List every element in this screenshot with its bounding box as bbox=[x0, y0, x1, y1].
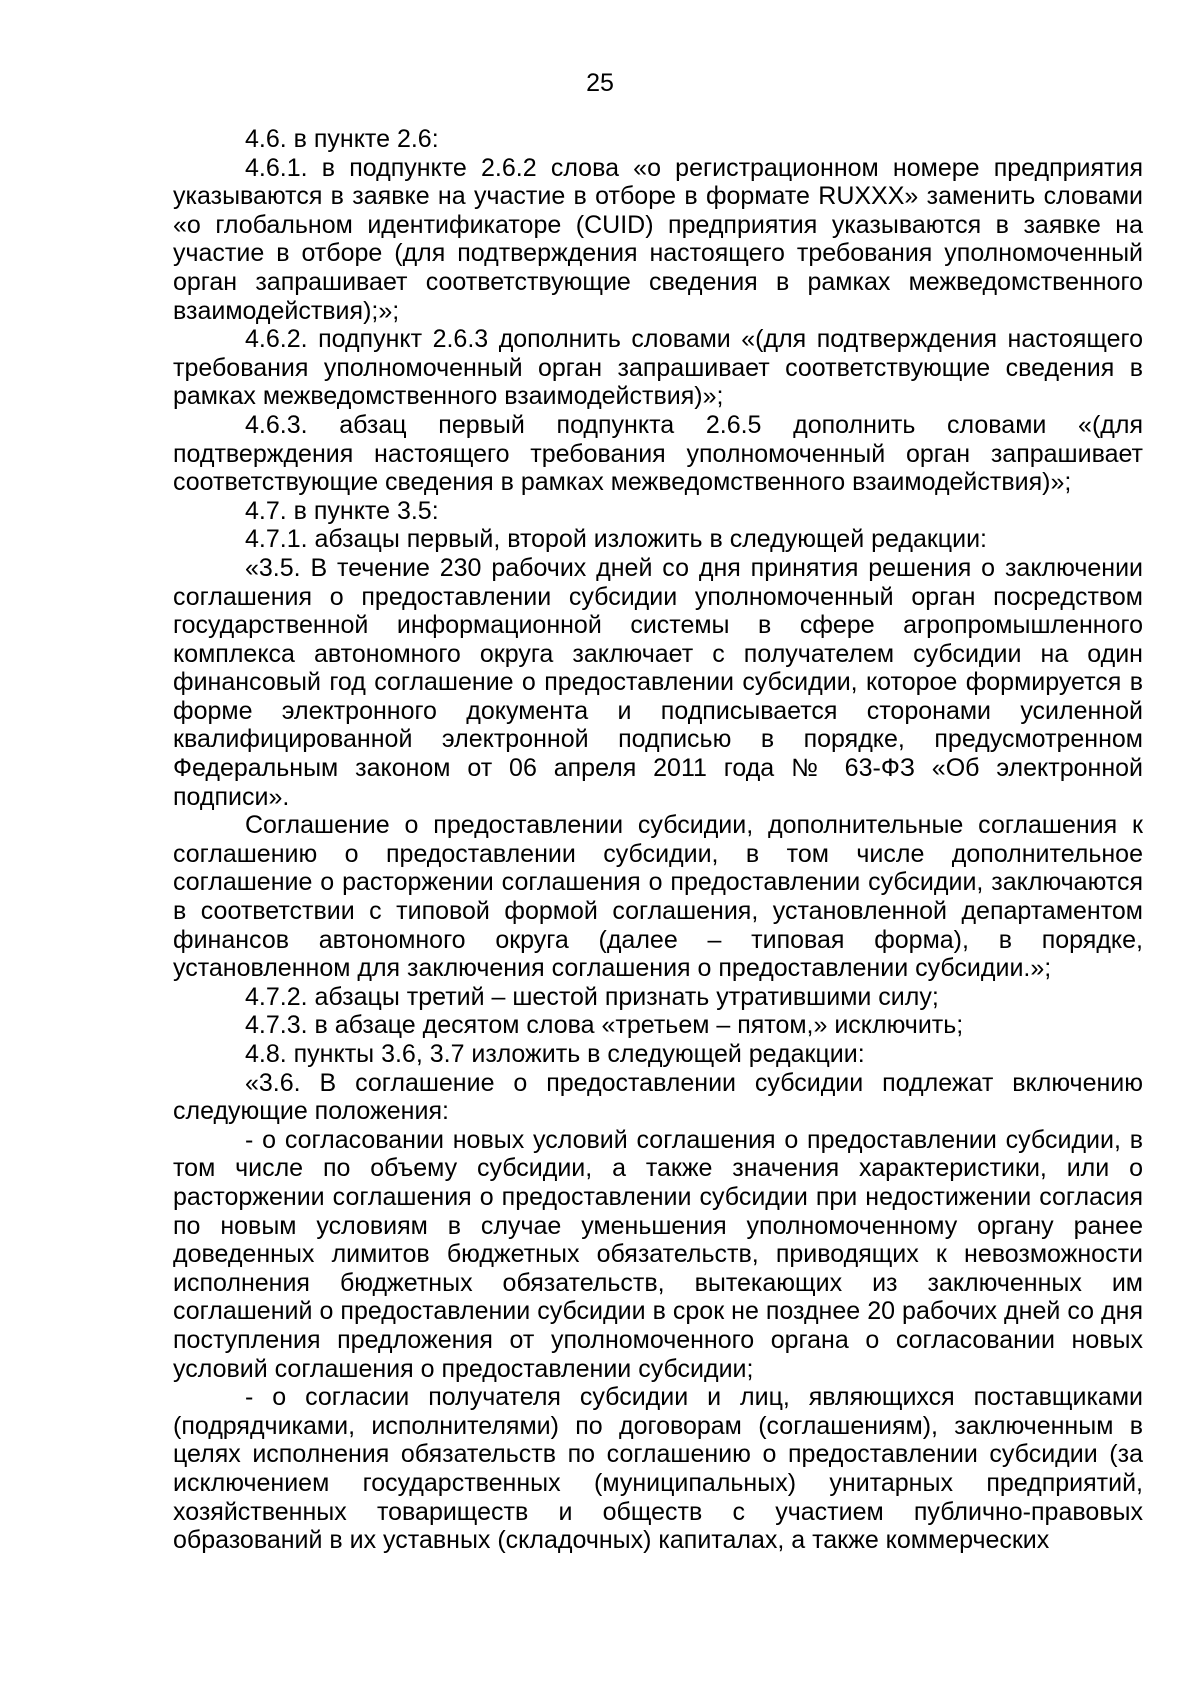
paragraph-list-item-2: - о согласии получателя субсидии и лиц, являющихся поставщиками (подрядчиками, исполнителями) по договорам (соглашениям), заключенным в целях исполнения обязательств по соглашению о предоставлении субсидии (за исключением государственных (муниципальных) унитарных предприятий, хозяйственных товариществ и обществ с участием публично-правовых образований в их уставных (складочных) капиталах, а также коммерческих bbox=[173, 1383, 1143, 1555]
document-body bbox=[173, 125, 1143, 1555]
paragraph-4-7-3: 4.7.3. в абзаце десятом слова «третьем – пятом,» исключить; bbox=[245, 1011, 964, 1040]
paragraph-list-item-1: - о согласовании новых условий соглашения о предоставлении субсидии, в том числе по объему субсидии, а также значения характеристики, или о расторжении соглашения о предоставлении субсидии при недостижении согласия по новым условиям в случае уменьшения уполномоченному органу ранее доведенных лимитов бюджетных обязательств, приводящих к невозможности исполнения бюджетных обязательств, вытекающих из заключенных им соглашений о предоставлении субсидии в срок не позднее 20 рабочих дней со дня поступления предложения от уполномоченного органа о согласовании новых условий соглашения о предоставлении субсидии; bbox=[173, 1125, 1143, 1383]
paragraph-3-5: «3.5. В течение 230 рабочих дней со дня принятия решения о заключении соглашения о предоставлении субсидии уполномоченный орган посредством государственной информационной системы в сфере агропромышленного комплекса автономного округа заключает с получателем субсидии на один финансовый год соглашение о предоставлении субсидии, которое формируется в форме электронного документа и подписывается сторонами усиленной квалифицированной электронной подписью в порядке, предусмотренном Федеральным законом от 06 апреля 2011 года № 63-ФЗ «Об электронной подписи». bbox=[173, 553, 1143, 811]
paragraph-4-6: 4.6. в пункте 2.6: bbox=[245, 125, 439, 153]
paragraph-4-7-1: 4.7.1. абзацы первый, второй изложить в следующей редакции: bbox=[245, 525, 987, 554]
paragraph-4-6-2: 4.6.2. подпункт 2.6.3 дополнить словами «(для подтверждения настоящего требования уполномоченный орган запрашивает соответствующие сведения в рамках межведомственного взаимодействия)»; bbox=[173, 325, 1143, 411]
paragraph-agreement: Соглашение о предоставлении субсидии, дополнительные соглашения к соглашению о предоставлении субсидии, в том числе дополнительное соглашение о расторжении соглашения о предоставлении субсидии, заключаются в соответствии с типовой формой соглашения, установленной департаментом финансов автономного округа (далее – типовая форма), в порядке, установленном для заключения соглашения о предоставлении субсидии.»; bbox=[173, 811, 1143, 983]
paragraph-3-6: «3.6. В соглашение о предоставлении субсидии подлежат включению следующие положения: bbox=[173, 1068, 1143, 1126]
paragraph-4-8: 4.8. пункты 3.6, 3.7 изложить в следующей редакции: bbox=[245, 1040, 865, 1068]
paragraph-4-7-2: 4.7.2. абзацы третий – шестой признать утратившими силу; bbox=[245, 982, 939, 1011]
paragraph-4-6-3: 4.6.3. абзац первый подпункта 2.6.5 дополнить словами «(для подтверждения настоящего требования уполномоченный орган запрашивает соответствующие сведения в рамках межведомственного взаимодействия)»; bbox=[173, 410, 1143, 497]
paragraph-4-6-1: 4.6.1. в подпункте 2.6.2 слова «о регистрационном номере предприятия указываются в заявке на участие в отборе в формате RUXXX» заменить словами «о глобальном идентификаторе (CUID) предприятия указываются в заявке на участие в отборе (для подтверждения настоящего требования уполномоченный орган запрашивает соответствующие сведения в рамках межведомственного взаимодействия);»; bbox=[173, 153, 1143, 325]
paragraph-4-7: 4.7. в пункте 3.5: bbox=[245, 496, 439, 525]
page-number: 25 bbox=[586, 69, 614, 97]
